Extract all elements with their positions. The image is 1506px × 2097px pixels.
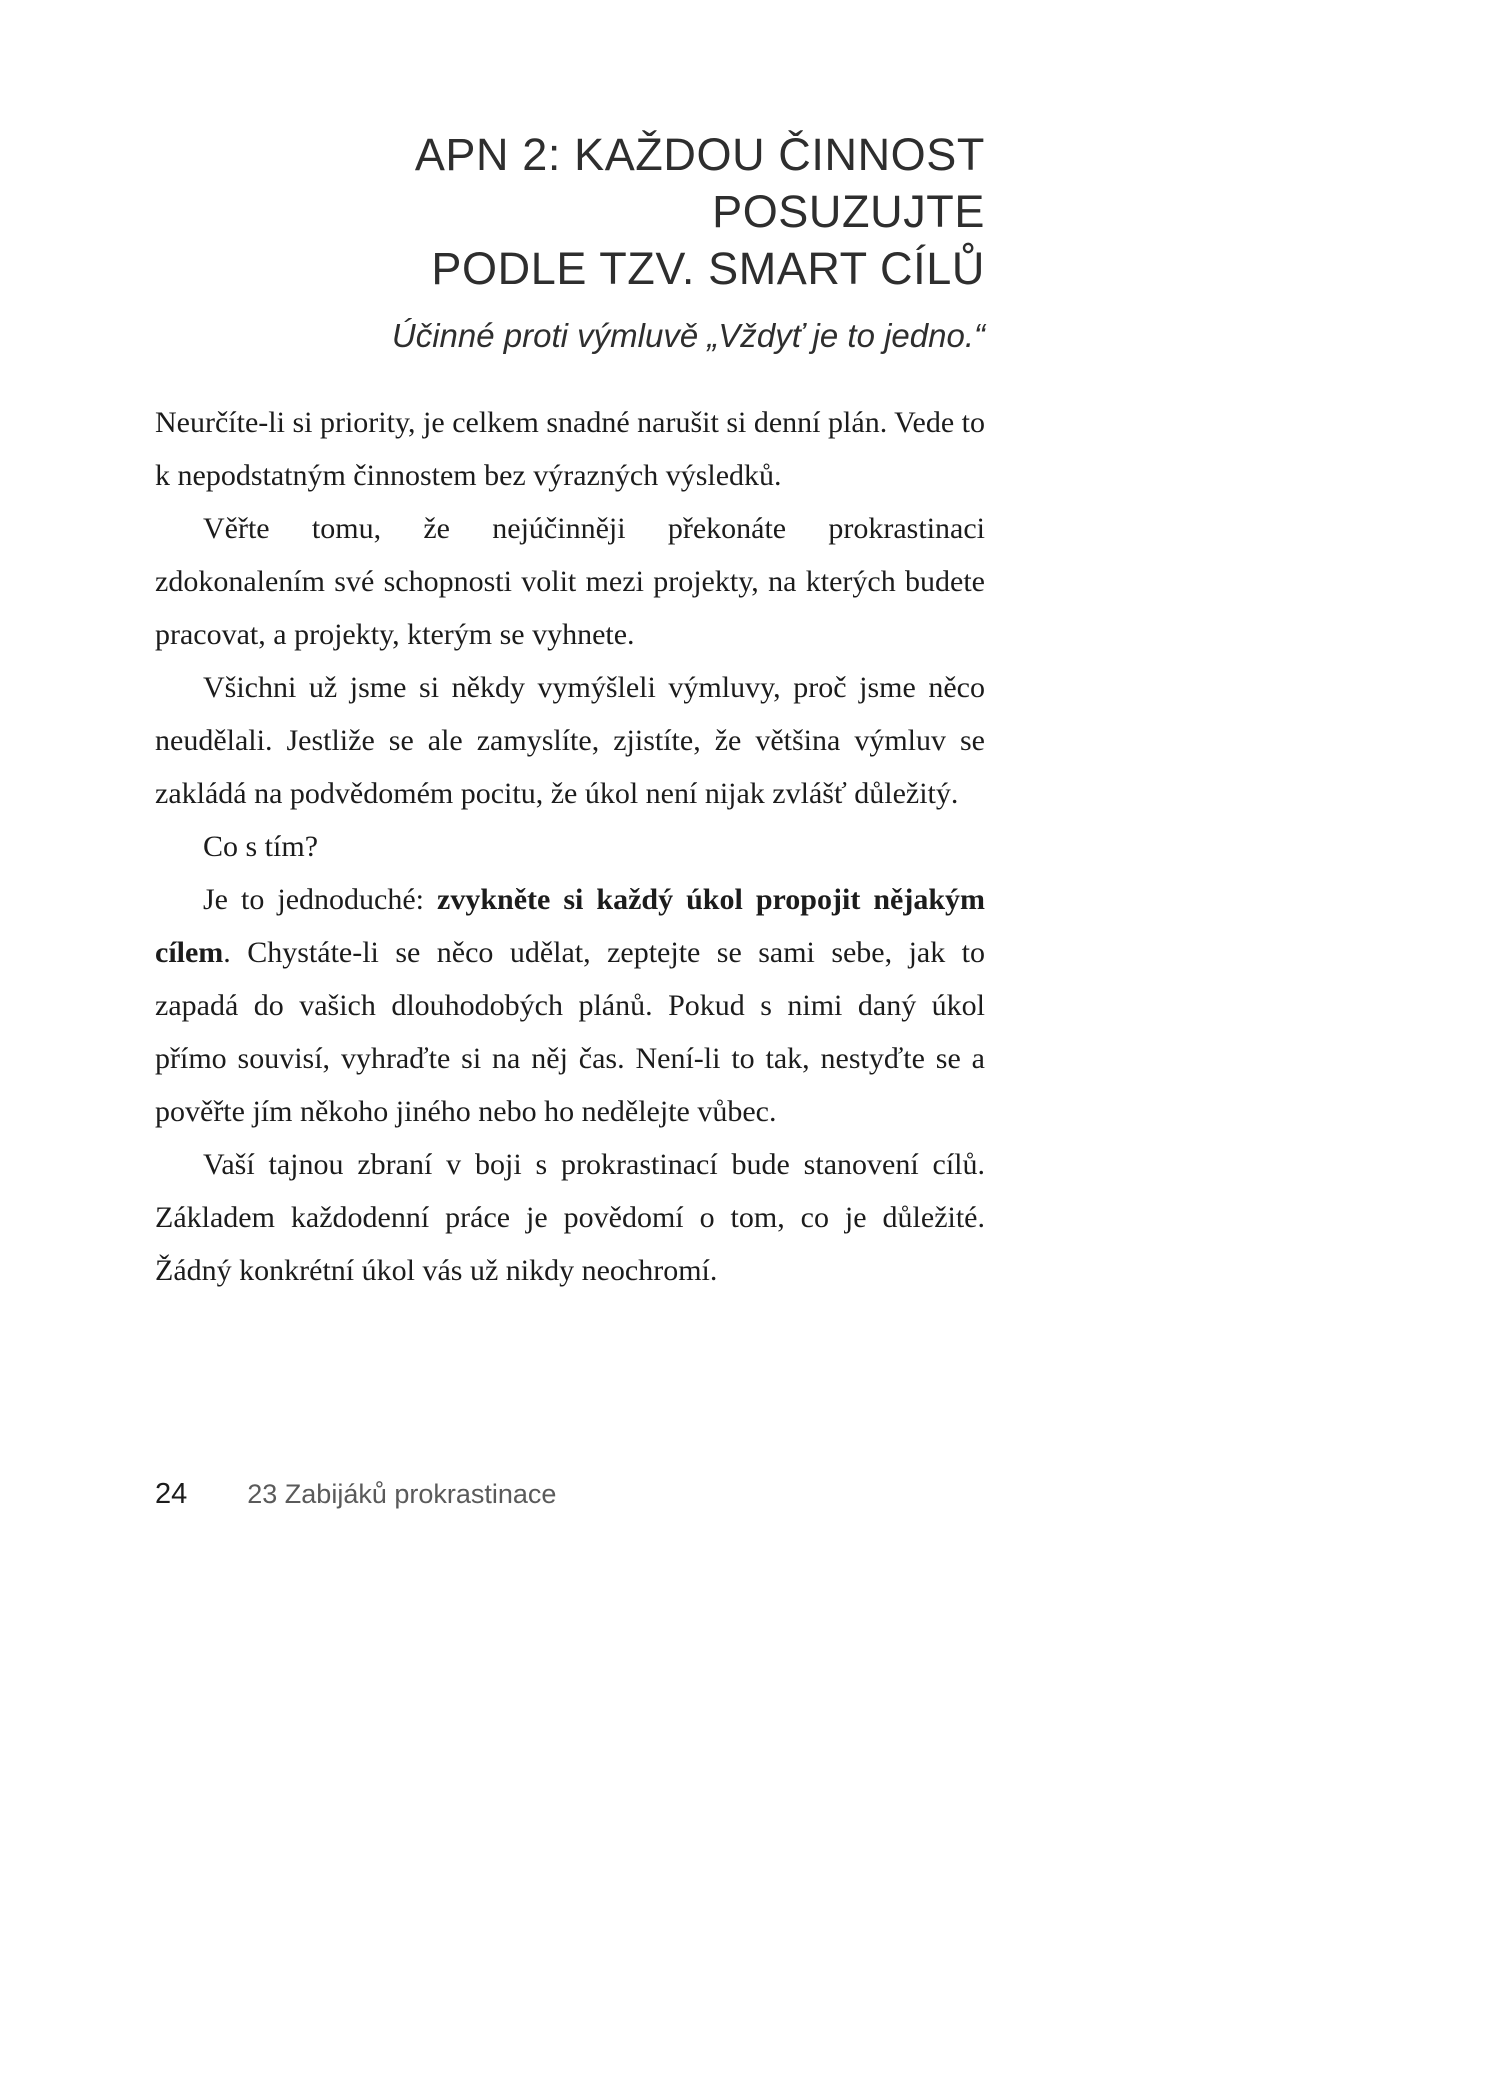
chapter-title-line1: APN 2: KAŽDOU ČINNOST POSUZUJTE (414, 129, 985, 238)
paragraph (155, 396, 985, 502)
chapter-title (155, 126, 985, 297)
text-run: Je to jednoduché: (203, 883, 438, 916)
paragraph (155, 502, 985, 661)
paragraph (155, 1138, 985, 1297)
text-run: Věřte tomu, že nejúčinněji překonáte prokrastinaci zdokonalením své schopnosti volit mezi projekty, na kterých budete pracovat, a projekty, kterým se vyhnete. (155, 512, 985, 651)
text-run: Všichni už jsme si někdy vymýšleli výmluvy, proč jsme něco neudělali. Jestliže se ale zamyslíte, zjistíte, že většina výmluv se zakládá na podvědomém pocitu, že úkol není nijak zvlášť důležitý. (155, 671, 985, 810)
paragraph (155, 873, 985, 1138)
bold-text-run: zvykněte si každý úkol propojit nějakým cílem (155, 883, 985, 969)
chapter-heading (155, 126, 985, 355)
text-run: Co s tím? (203, 830, 319, 863)
paragraph (155, 820, 985, 873)
body-text (155, 396, 985, 1297)
running-title: 23 Zabijáků prokrastinace (247, 1479, 557, 1509)
text-run: . Chystáte-li se něco udělat, zeptejte se sami sebe, jak to zapadá do vašich dlouhodobých plánů. Pokud s nimi daný úkol přímo souvisí, vyhraďte si na něj čas. Není-li to tak, nestyďte se a pověřte jím někoho jiného nebo ho nedělejte vůbec. (155, 936, 985, 1128)
chapter-title-line2: PODLE TZV. SMART CÍLŮ (431, 243, 985, 295)
text-run: Neurčíte-li si priority, je celkem snadné narušit si denní plán. Vede to k nepodstatným činnostem bez výrazných výsledků. (155, 406, 985, 492)
text-run: Vaší tajnou zbraní v boji s prokrastinací bude stanovení cílů. Základem každodenní práce je povědomí o tom, co je důležité. Žádný konkrétní úkol vás už nikdy neochromí. (155, 1148, 985, 1287)
chapter-subtitle: Účinné proti výmluvě „Vždyť je to jedno.“ (391, 317, 985, 355)
page-number: 24 (155, 1478, 188, 1510)
page-footer (155, 1478, 985, 1511)
paragraph (155, 661, 985, 820)
